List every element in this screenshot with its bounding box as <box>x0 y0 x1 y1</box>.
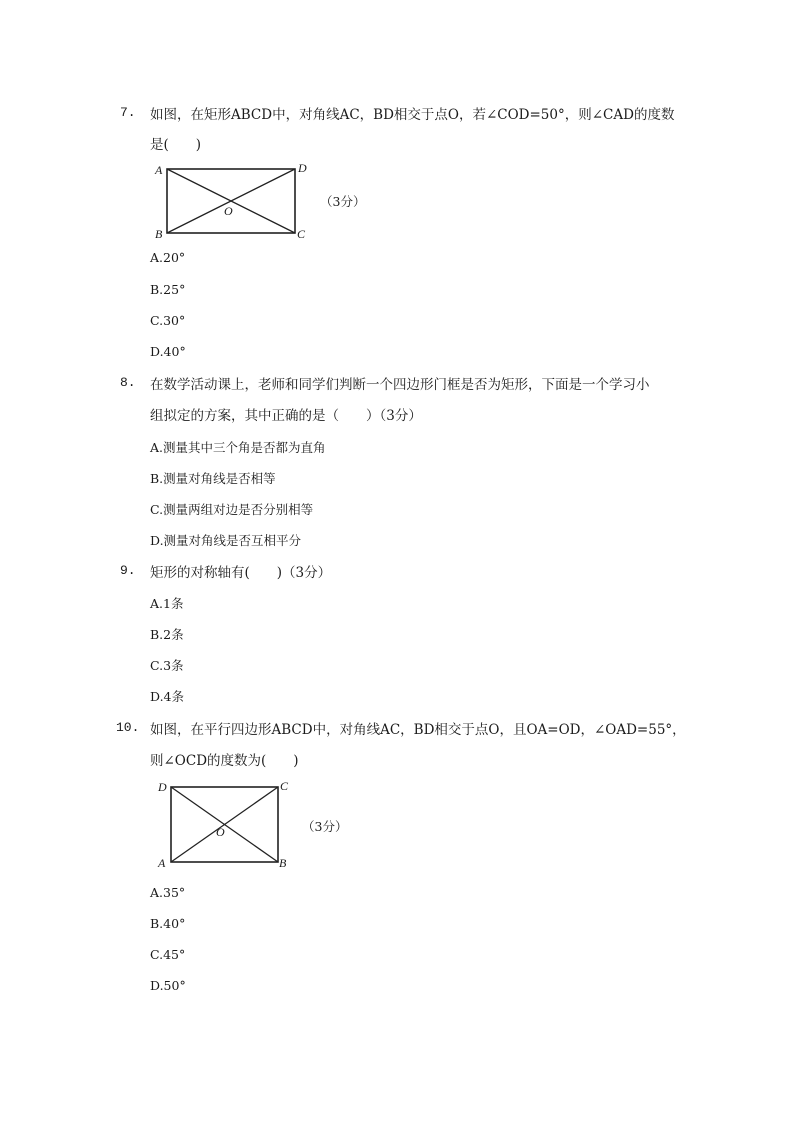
option-a[interactable]: A.测量其中三个角是否都为直角 <box>150 440 326 455</box>
center-label: O <box>224 204 233 218</box>
option-c[interactable]: C.45° <box>150 947 186 962</box>
question-stem-line: 如图，在平行四边形ABCD中，对角线AC，BD相交于点O，且OA=OD，∠OAD=55°， <box>150 722 686 738</box>
question-number: 9. <box>120 563 136 578</box>
vertex-label: A <box>155 163 163 177</box>
option-a[interactable]: A.1条 <box>150 596 184 611</box>
question-number: 7. <box>120 105 136 120</box>
parallelogram-figure <box>155 775 295 870</box>
question-stem-line: 是( ) <box>150 137 202 153</box>
option-a[interactable]: A.35° <box>150 885 186 900</box>
score-label: （3分） <box>302 819 348 834</box>
rectangle-figure <box>150 158 320 240</box>
vertex-label: D <box>298 161 307 175</box>
option-b[interactable]: B.25° <box>150 282 186 297</box>
option-c[interactable]: C.测量两组对边是否分别相等 <box>150 502 314 517</box>
vertex-label: C <box>280 779 289 793</box>
option-d[interactable]: D.4条 <box>150 689 185 704</box>
vertex-label: B <box>279 856 287 870</box>
question-stem-line: 矩形的对称轴有( )（3分） <box>150 565 332 581</box>
vertex-label: A <box>158 856 166 870</box>
option-b[interactable]: B.测量对角线是否相等 <box>150 471 276 486</box>
vertex-label: D <box>158 780 167 794</box>
option-c[interactable]: C.30° <box>150 313 186 328</box>
question-stem-line: 在数学活动课上，老师和同学们判断一个四边形门框是否为矩形，下面是一个学习小 <box>150 377 650 393</box>
option-d[interactable]: D.50° <box>150 978 186 993</box>
option-b[interactable]: B.2条 <box>150 627 184 642</box>
question-stem-line: 组拟定的方案，其中正确的是（ ）（3分） <box>150 408 422 424</box>
option-a[interactable]: A.20° <box>150 250 186 265</box>
score-label: （3分） <box>320 194 366 209</box>
question-number: 10. <box>116 720 140 735</box>
vertex-label: B <box>155 227 163 241</box>
question-stem-line: 如图，在矩形ABCD中，对角线AC，BD相交于点O，若∠COD=50°，则∠CAD的度数 <box>150 107 675 123</box>
center-label: O <box>216 825 225 839</box>
vertex-label: C <box>297 227 306 241</box>
question-stem-line: 则∠OCD的度数为( ) <box>150 753 299 769</box>
question-number: 8. <box>120 375 136 390</box>
option-b[interactable]: B.40° <box>150 916 186 931</box>
option-d[interactable]: D.测量对角线是否互相平分 <box>150 533 302 548</box>
option-d[interactable]: D.40° <box>150 344 186 359</box>
option-c[interactable]: C.3条 <box>150 658 184 673</box>
